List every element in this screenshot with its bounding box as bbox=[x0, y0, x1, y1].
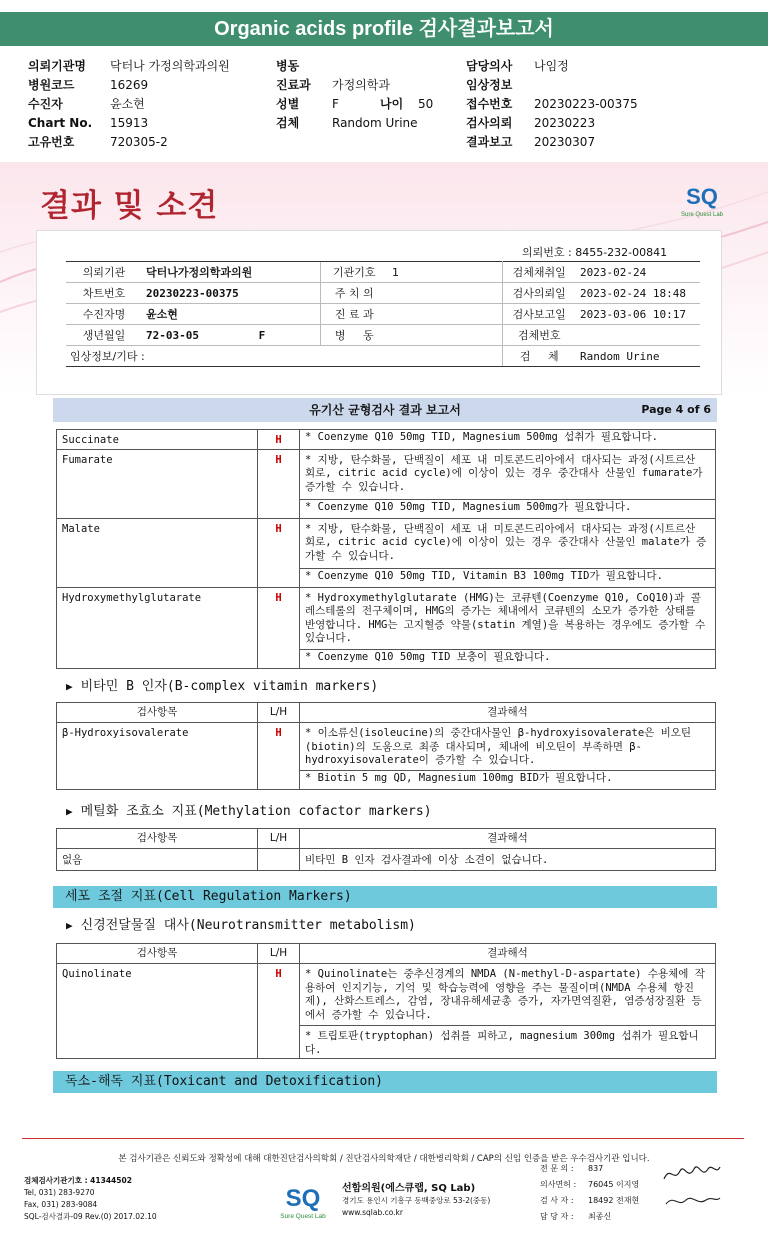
info-value: Random Urine bbox=[576, 346, 700, 367]
report-subtitle: 유기산 균형검사 결과 보고서 bbox=[309, 403, 461, 417]
interpretation: 비타민 B 인자 검사결과에 이상 소견이 없습니다. bbox=[300, 849, 716, 871]
item-name: Hydroxymethylglutarate bbox=[57, 587, 258, 668]
staff-value: 76045 이지영 bbox=[588, 1180, 640, 1189]
specimen-label: 검체 bbox=[276, 116, 300, 130]
footer-text: SQL-검사결과-09 Rev.(0) 2017.02.10 bbox=[24, 1212, 157, 1221]
interpretation: * 트립토판(tryptophan) 섭취를 피하고, magnesium 300mg 섭취가 필요합니다. bbox=[300, 1026, 716, 1059]
info-value: 2023-02-24 18:48 bbox=[576, 283, 700, 304]
logo-text: SQ bbox=[285, 1185, 321, 1212]
interpretation: * 이소류신(isoleucine)의 중간대사물인 β-hydroxyisovalerate은 비오틴(biotin)의 도움으로 최종 대사되며, 체내에 비오틴이 부족하면 β-hydroxyisovalerate이 증가할 수 있습니다. bbox=[300, 723, 716, 771]
info-row bbox=[66, 325, 700, 346]
interpretation: * 지방, 탄수화물, 단백질이 세포 내 미토콘드리아에서 대사되는 과정(시트르산 회로, citric acid cycle)에 이상이 있는 경우 중간대사 산물인 malate가 증가할 수 있습니다. bbox=[300, 518, 716, 568]
info-label: 검체채취일 bbox=[502, 262, 576, 283]
dept-label: 진료과 bbox=[276, 78, 311, 92]
info-label: 수진자명 bbox=[66, 304, 142, 325]
info-value bbox=[388, 283, 502, 304]
triangle-icon: ▶ bbox=[66, 805, 73, 818]
item-name: Quinolinate bbox=[57, 964, 258, 1059]
interpretation: * Coenzyme Q10 50mg TID, Vitamin B3 100mg TID가 필요합니다. bbox=[300, 568, 716, 587]
table-row bbox=[57, 430, 716, 450]
age-label: 나이 bbox=[380, 97, 404, 111]
info-value: 2023-02-24 bbox=[576, 262, 700, 283]
interpretation: * Quinolinate는 중추신경계의 NMDA (N-methyl-D-aspartate) 수용체에 작용하여 인지기능, 기억 및 학습능력에 영향을 주는 물질이며(NMDA 수용체 항진제), 산화스트레스, 감염, 장내유해세균총 증가, 자가면역질환, 염증성장질환 등에서 증가할 수 있습니다. bbox=[300, 964, 716, 1026]
header-value: 닥터나 가정의학과의원 bbox=[110, 59, 230, 73]
col-header: L/H bbox=[258, 703, 300, 723]
flag-high: H bbox=[258, 587, 300, 668]
header-label: 검사의뢰 bbox=[466, 116, 513, 130]
request-number: 의뢰번호 : 8455-232-00841 bbox=[522, 246, 668, 259]
info-value: 닥터나가정의학과의원 bbox=[142, 262, 320, 283]
table-header bbox=[57, 703, 716, 723]
flag-high: H bbox=[258, 518, 300, 587]
footer-contact bbox=[24, 1175, 157, 1223]
info-label: 진 료 과 bbox=[320, 304, 388, 325]
info-value bbox=[388, 304, 502, 325]
table-row bbox=[57, 518, 716, 568]
flag bbox=[258, 849, 300, 871]
staff-label: 담 당 자 : bbox=[540, 1212, 574, 1221]
item-name: Fumarate bbox=[57, 449, 258, 518]
col-header: 결과해석 bbox=[300, 944, 716, 964]
info-value bbox=[388, 325, 502, 346]
section-title: 신경전달물질 대사(Neurotransmitter metabolism) bbox=[80, 918, 416, 933]
table-header bbox=[57, 944, 716, 964]
results-heading: 결과 및 소견 bbox=[40, 188, 219, 224]
report-bar bbox=[53, 398, 717, 422]
header-value: 20230307 bbox=[534, 134, 596, 149]
lab-website: www.sqlab.co.kr bbox=[342, 1208, 403, 1217]
results-table-vitamin-b bbox=[56, 702, 716, 790]
dept-value: 가정의학과 bbox=[332, 78, 390, 92]
staff-label: 전 문 의 : bbox=[540, 1164, 574, 1173]
info-value: 72-03-05 F bbox=[142, 325, 320, 346]
footer-text: Fax, 031) 283-9084 bbox=[24, 1200, 98, 1209]
table-row bbox=[57, 449, 716, 499]
info-value: 20230223-00375 bbox=[142, 283, 320, 304]
sex-value: F bbox=[332, 96, 339, 111]
logo-sub: Sure Quest Lab bbox=[280, 1213, 326, 1220]
results-table-neuro bbox=[56, 943, 716, 1059]
section-heading-neuro bbox=[66, 914, 416, 933]
item-name: Succinate bbox=[57, 430, 258, 450]
section-title: 메틸화 조효소 지표(Methylation cofactor markers) bbox=[80, 804, 432, 819]
col-header: 검사항목 bbox=[57, 829, 258, 849]
info-label: 차트번호 bbox=[66, 283, 142, 304]
clinical-info-label: 임상정보/기타 : bbox=[66, 346, 502, 367]
specimen-value: Random Urine bbox=[332, 115, 418, 130]
header-value: 720305-2 bbox=[110, 134, 168, 149]
section-heading-vitamin-b bbox=[66, 675, 378, 694]
staff-value: 18492 전재현 bbox=[588, 1196, 640, 1205]
info-value: 2023-03-06 10:17 bbox=[576, 304, 700, 325]
item-name: β-Hydroxyisovalerate bbox=[57, 723, 258, 790]
table-row bbox=[57, 587, 716, 649]
interpretation: * Biotin 5 mg QD, Magnesium 100mg BID가 필요합니다. bbox=[300, 771, 716, 790]
info-label: 기관기호 bbox=[320, 262, 388, 283]
header-label: 결과보고 bbox=[466, 135, 513, 149]
header-value: 나임정 bbox=[534, 59, 569, 73]
info-row bbox=[66, 283, 700, 304]
report-title-bar: Organic acids profile 검사결과보고서 bbox=[0, 12, 768, 46]
table-row bbox=[57, 964, 716, 1026]
info-label: 의뢰기관 bbox=[66, 262, 142, 283]
header-label: 접수번호 bbox=[466, 97, 513, 111]
accreditation-note: 본 검사기관은 신뢰도와 정확성에 대해 대한진단검사의학회 / 진단검사의학재단 / 대한병리학회 / CAP의 신임 인증을 받은 우수검사기관 입니다. bbox=[118, 1154, 650, 1164]
flag-high: H bbox=[258, 430, 300, 450]
footer-divider bbox=[22, 1138, 744, 1139]
info-row bbox=[66, 304, 700, 325]
interpretation: * Coenzyme Q10 50mg TID 보충이 필요합니다. bbox=[300, 649, 716, 668]
signature-icon bbox=[662, 1190, 724, 1212]
info-label: 병 동 bbox=[320, 325, 388, 346]
info-label: 주 치 의 bbox=[320, 283, 388, 304]
age-value: 50 bbox=[418, 96, 434, 111]
header-value: 20230223 bbox=[534, 115, 596, 130]
header-value: 16269 bbox=[110, 77, 149, 92]
header-right bbox=[466, 56, 638, 151]
flag-high: H bbox=[258, 723, 300, 790]
info-label: 생년월일 bbox=[66, 325, 142, 346]
section-title: 비타민 B 인자(B-complex vitamin markers) bbox=[80, 679, 379, 694]
ward-label: 병동 bbox=[276, 59, 300, 73]
info-value bbox=[576, 325, 700, 346]
signature-icon bbox=[660, 1157, 724, 1187]
logo-text: SQ bbox=[686, 184, 718, 209]
interpretation: * Coenzyme Q10 50mg TID, Magnesium 500mg가 필요합니다. bbox=[300, 499, 716, 518]
staff-label: 검 사 자 : bbox=[540, 1196, 574, 1205]
col-header: L/H bbox=[258, 829, 300, 849]
results-table-methylation bbox=[56, 828, 716, 871]
header-label: 병원코드 bbox=[28, 78, 75, 92]
lab-address: 경기도 용인시 기흥구 동백중앙로 53-2(중동) bbox=[342, 1196, 491, 1205]
logo-sub: Sure Quest Lab bbox=[680, 212, 724, 218]
staff-value: 837 bbox=[588, 1164, 604, 1173]
interpretation: * Coenzyme Q10 50mg TID, Magnesium 500mg 섭취가 필요합니다. bbox=[300, 430, 716, 450]
sq-logo-footer bbox=[276, 1180, 330, 1222]
item-name: Malate bbox=[57, 518, 258, 587]
sq-logo bbox=[676, 180, 728, 220]
col-header: L/H bbox=[258, 944, 300, 964]
item-name: 없음 bbox=[57, 849, 258, 871]
col-header: 결과해석 bbox=[300, 829, 716, 849]
footer-text: 검체검사기관기호 : 41344502 bbox=[24, 1176, 132, 1185]
header-mid bbox=[276, 56, 433, 132]
header-label: Chart No. bbox=[28, 115, 93, 130]
header-value: 윤소현 bbox=[110, 97, 145, 111]
flag-high: H bbox=[258, 964, 300, 1059]
flag-high: H bbox=[258, 449, 300, 518]
col-header: 검사항목 bbox=[57, 703, 258, 723]
interpretation: * Hydroxymethylglutarate (HMG)는 코큐텐(Coenzyme Q10, CoQ10)과 콜레스테롤의 전구체이며, HMG의 증가는 체내에서 코큐텐의 소모가 증가한 상태를 반영합니다. HMG는 고지혈증 약물(statin 계열)을 복용하는 경우에도 증가할 수 있습니다. bbox=[300, 587, 716, 649]
info-value: 1 bbox=[388, 262, 502, 283]
info-label: 검체번호 bbox=[502, 325, 576, 346]
info-value: 윤소현 bbox=[142, 304, 320, 325]
header-left bbox=[28, 56, 230, 151]
info-label: 검사의뢰일 bbox=[502, 283, 576, 304]
table-row bbox=[57, 849, 716, 871]
col-header: 결과해석 bbox=[300, 703, 716, 723]
page-indicator: Page 4 of 6 bbox=[641, 403, 711, 416]
col-header: 검사항목 bbox=[57, 944, 258, 964]
header-label: 의뢰기관명 bbox=[28, 59, 86, 73]
lab-name: 선함의원(에스큐랩, SQ Lab) bbox=[342, 1183, 476, 1194]
interpretation: * 지방, 탄수화물, 단백질이 세포 내 미토콘드리아에서 대사되는 과정(시트르산 회로, citric acid cycle)에 이상이 있는 경우 중간대사 산물인 fumarate가 증가할 수 있습니다. bbox=[300, 449, 716, 499]
sex-label: 성별 bbox=[276, 97, 300, 111]
lab-info bbox=[342, 1183, 490, 1219]
header-value: 15913 bbox=[110, 115, 149, 130]
header-value: 20230223-00375 bbox=[534, 96, 638, 111]
section-heading-methylation bbox=[66, 800, 432, 819]
info-label: 검사보고일 bbox=[502, 304, 576, 325]
table-header bbox=[57, 829, 716, 849]
triangle-icon: ▶ bbox=[66, 680, 73, 693]
staff-value: 최종신 bbox=[588, 1212, 612, 1221]
header-label: 수진자 bbox=[28, 97, 63, 111]
cell-regulation-bar: 세포 조절 지표(Cell Regulation Markers) bbox=[53, 886, 717, 908]
staff-list bbox=[540, 1161, 639, 1225]
header-label: 임상정보 bbox=[466, 78, 513, 92]
table-row bbox=[57, 723, 716, 771]
header-label: 고유번호 bbox=[28, 135, 75, 149]
info-label: 검 체 bbox=[502, 346, 576, 367]
staff-label: 의사면허 : bbox=[540, 1180, 577, 1189]
footer-text: Tel, 031) 283-9270 bbox=[24, 1188, 95, 1197]
results-table-main bbox=[56, 429, 716, 669]
info-row bbox=[66, 346, 700, 367]
triangle-icon: ▶ bbox=[66, 919, 73, 932]
info-row bbox=[66, 262, 700, 283]
header-label: 담당의사 bbox=[466, 59, 513, 73]
toxicant-bar: 독소-해독 지표(Toxicant and Detoxification) bbox=[53, 1071, 717, 1093]
patient-info-table bbox=[66, 261, 700, 367]
